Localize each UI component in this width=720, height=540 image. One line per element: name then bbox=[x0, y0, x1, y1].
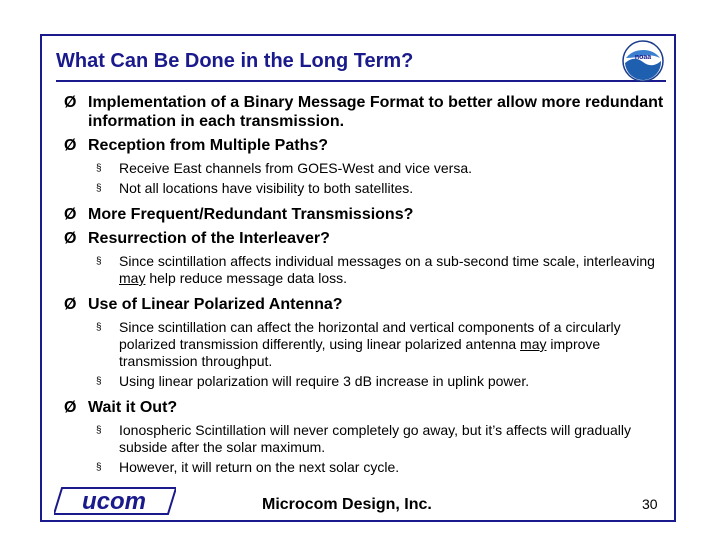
arrow-bullet-icon: Ø bbox=[64, 206, 77, 223]
square-bullet-icon: § bbox=[96, 425, 102, 436]
subbullet-text: However, it will return on the next solar cycle. bbox=[119, 459, 400, 475]
square-bullet-icon: § bbox=[96, 163, 102, 174]
footer-company: Microcom Design, Inc. bbox=[262, 496, 432, 513]
noaa-logo-text: noaa bbox=[634, 54, 652, 61]
square-bullet-icon: § bbox=[96, 256, 102, 267]
bullet-linear-antenna bbox=[64, 295, 664, 314]
ucom-logo-text: ucom bbox=[81, 488, 147, 515]
bullet-text: Reception from Multiple Paths? bbox=[88, 137, 329, 154]
arrow-bullet-icon: Ø bbox=[64, 296, 77, 313]
subbullet-receive-east bbox=[64, 160, 664, 177]
bullet-text: Wait it Out? bbox=[88, 399, 178, 416]
subbullet-interleaving bbox=[64, 253, 664, 287]
subbullet-text-a: Since scintillation can affect the horizontal and vertical components of a circularly polarized transmission differently, using linear polarized antenna bbox=[119, 319, 621, 352]
page-number: 30 bbox=[642, 496, 658, 512]
square-bullet-icon: § bbox=[96, 183, 102, 194]
bullet-wait-it-out bbox=[64, 398, 664, 417]
slide-title: What Can Be Done in the Long Term? bbox=[56, 50, 414, 72]
bullet-text: Implementation of a Binary Message Format to better allow more redundant information in each transmission. bbox=[88, 94, 664, 130]
subbullet-next-cycle bbox=[64, 459, 664, 476]
arrow-bullet-icon: Ø bbox=[64, 399, 77, 416]
subbullet-text-b: improve transmission throughput. bbox=[119, 336, 601, 369]
square-bullet-icon: § bbox=[96, 376, 102, 387]
subbullet-text: Receive East channels from GOES-West and vice versa. bbox=[119, 160, 472, 176]
bullet-text: Use of Linear Polarized Antenna? bbox=[88, 296, 343, 313]
title-divider bbox=[56, 80, 666, 82]
bullet-frequent-transmissions bbox=[64, 205, 664, 224]
subbullet-scintillation-subside bbox=[64, 422, 664, 456]
subbullet-text: Ionospheric Scintillation will never completely go away, but it’s affects will gradually subside after the solar maximum. bbox=[119, 422, 632, 455]
subbullet-visibility bbox=[64, 180, 664, 197]
arrow-bullet-icon: Ø bbox=[64, 230, 77, 247]
subbullet-text: Not all locations have visibility to both satellites. bbox=[119, 180, 414, 196]
bullet-text: More Frequent/Redundant Transmissions? bbox=[88, 206, 414, 223]
subbullet-polarization-components bbox=[64, 319, 664, 370]
subbullet-text: Using linear polarization will require 3 dB increase in uplink power. bbox=[119, 373, 530, 389]
bullet-interleaver bbox=[64, 229, 664, 248]
subbullet-text-a: Since scintillation affects individual messages on a sub-second time scale, interleaving bbox=[119, 253, 655, 269]
emphasis-may: may bbox=[520, 336, 547, 352]
bullet-text: Resurrection of the Interleaver? bbox=[88, 230, 330, 247]
subbullet-text-b: help reduce message data loss. bbox=[145, 270, 348, 286]
square-bullet-icon: § bbox=[96, 462, 102, 473]
bullet-binary-format bbox=[64, 93, 664, 131]
square-bullet-icon: § bbox=[96, 322, 102, 333]
noaa-logo-icon bbox=[622, 40, 664, 82]
subbullet-uplink-power bbox=[64, 373, 664, 390]
arrow-bullet-icon: Ø bbox=[64, 94, 77, 111]
ucom-logo-icon bbox=[54, 486, 176, 516]
emphasis-may: may bbox=[119, 270, 146, 286]
arrow-bullet-icon: Ø bbox=[64, 137, 77, 154]
bullet-multiple-paths bbox=[64, 136, 664, 155]
slide-content bbox=[64, 93, 664, 479]
